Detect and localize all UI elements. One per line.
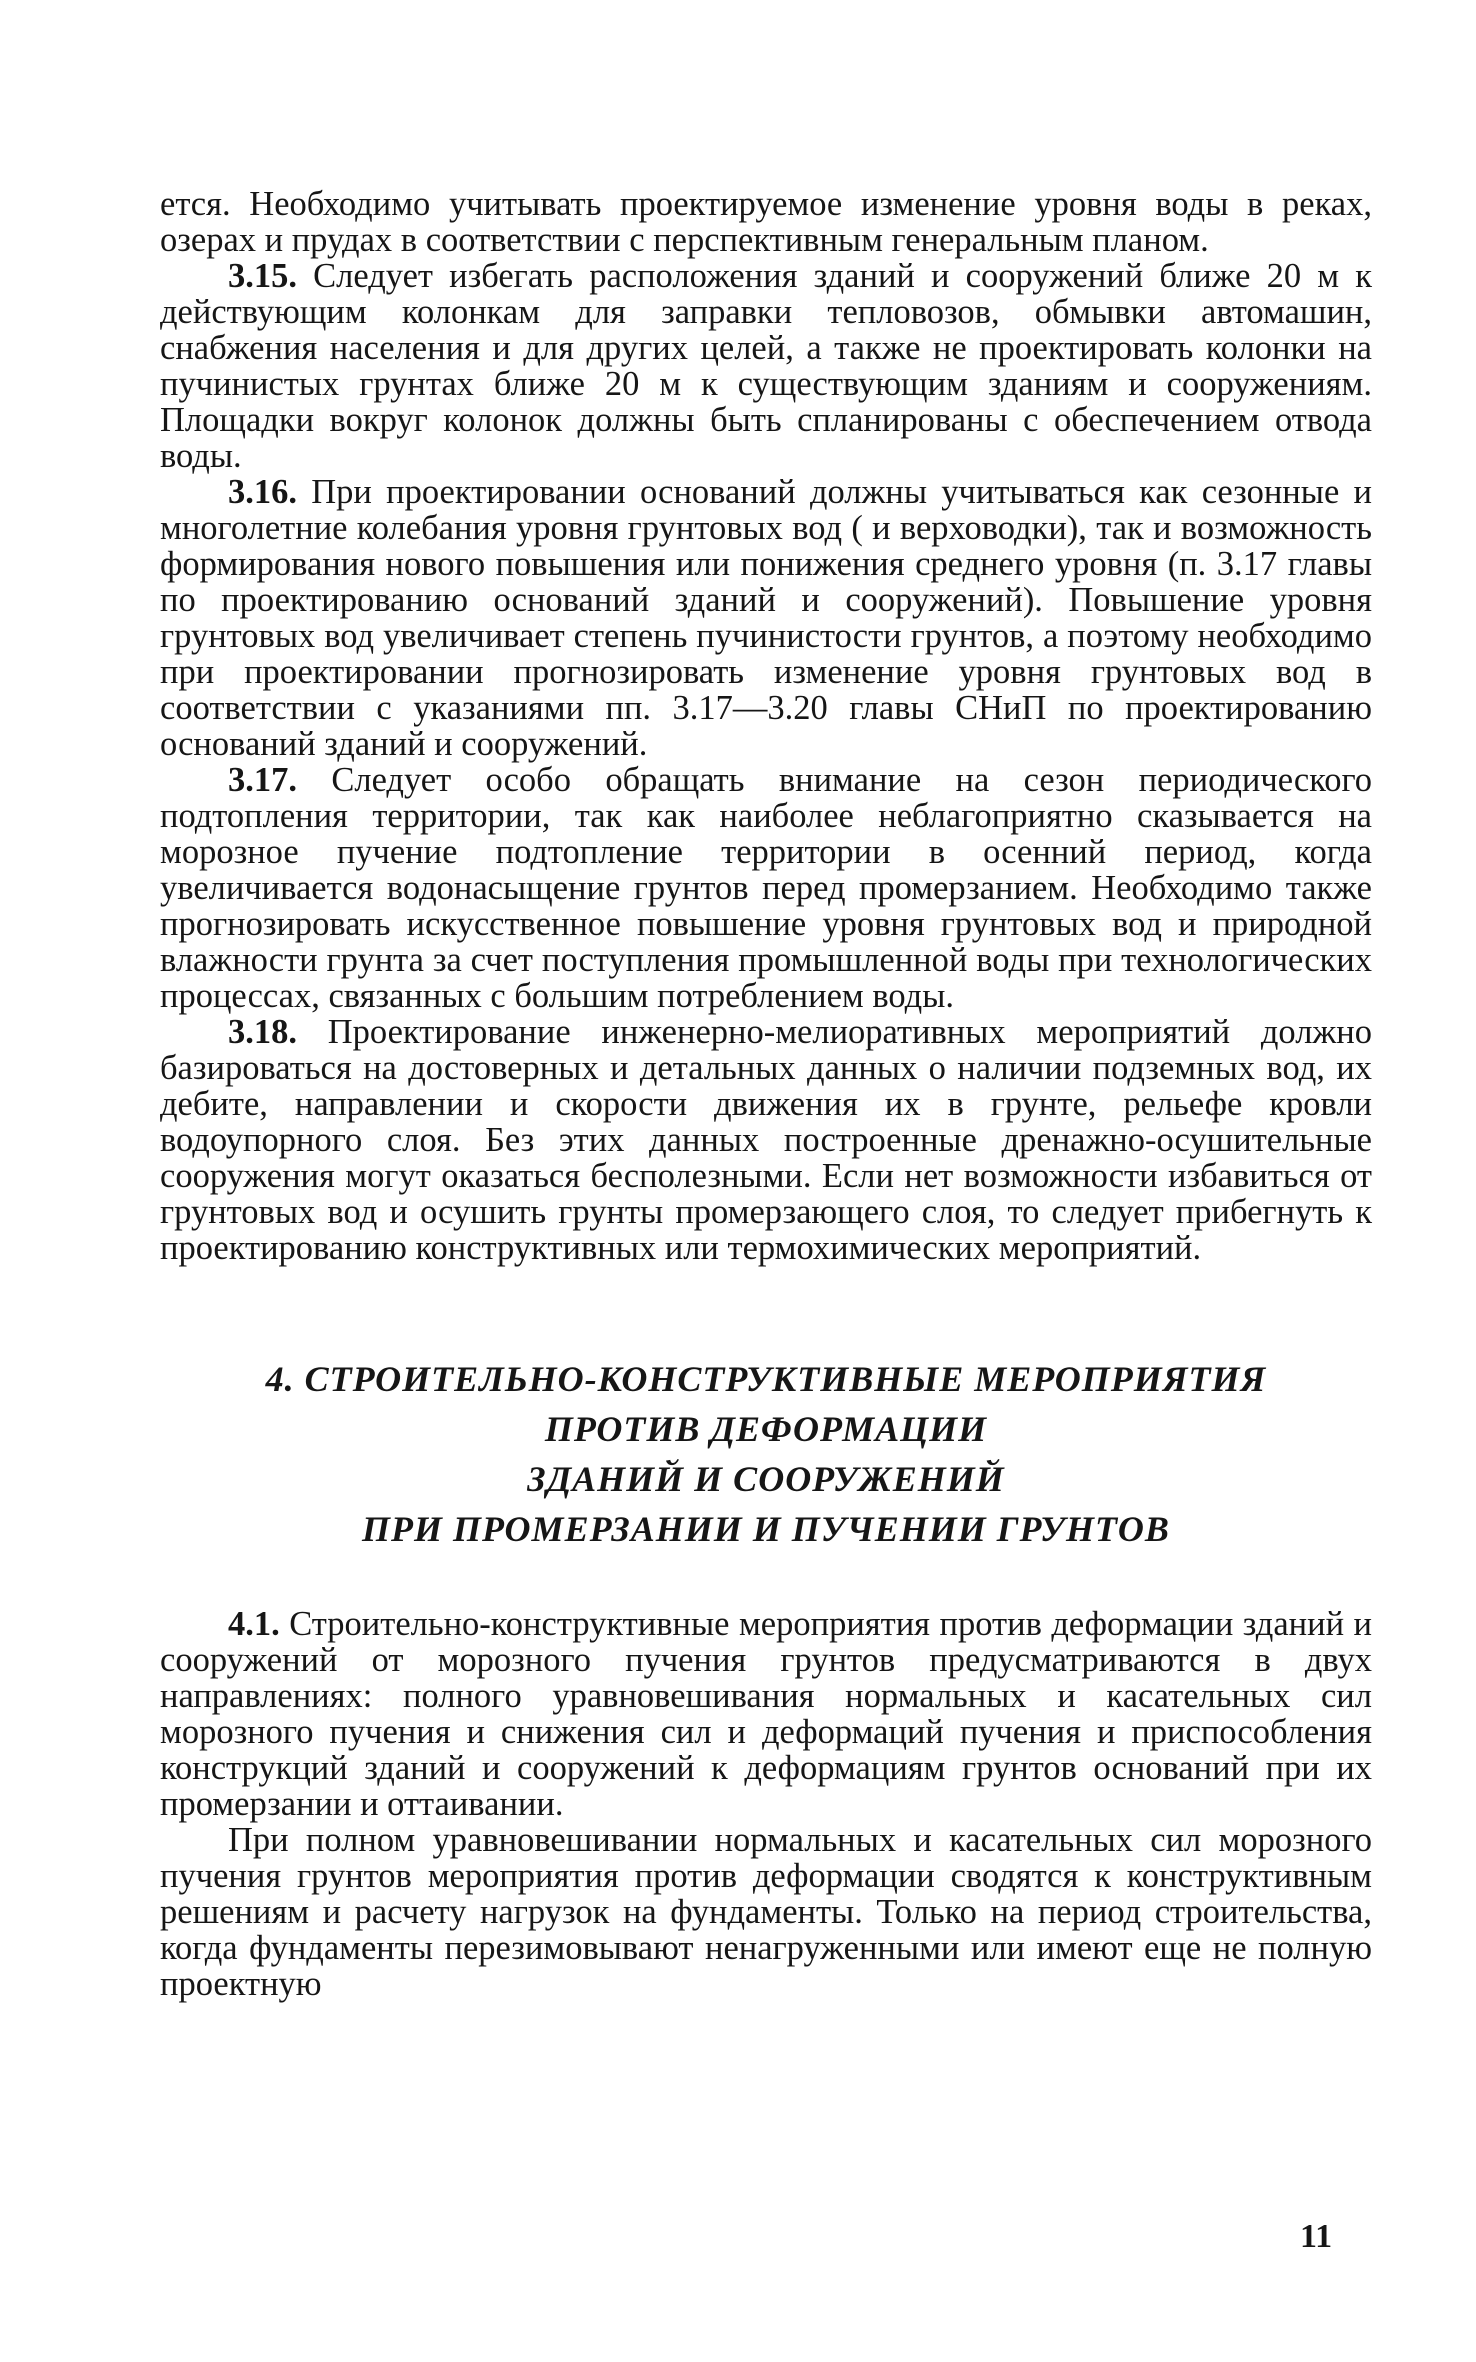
paragraph-text: Проектирование инженерно-мелиоративных мероприятий должно базироваться на достоверных и детальных данных о наличии подземных вод, их дебите, направлении и скорости движения их в грунте, рельефе кровли водоупорного слоя. Без этих данных построенные дренажно-осушительные сооружения могут оказаться бесполезными. Если нет возможности избавиться от грунтовых вод и осушить грунты промерзающего слоя, то следует прибегнуть к проектированию конструктивных или термохимических мероприятий. xyxy=(160,1013,1372,1267)
paragraph-text: Следует избегать расположения зданий и сооружений ближе 20 м к действующим колонкам для заправки тепловозов, обмывки автомашин, снабжения населения и для других целей, а также не проектировать колонки на пучинистых грунтах ближе 20 м к существующим зданиям и сооружениям. Площадки вокруг колонок должны быть спланированы с обеспечением отвода воды. xyxy=(160,257,1372,475)
document-page xyxy=(160,186,1372,2002)
paragraph-number: 4.1. xyxy=(228,1605,280,1643)
paragraph-number: 3.17. xyxy=(228,761,297,799)
paragraph-number: 3.18. xyxy=(228,1013,297,1051)
paragraph-text: При полном уравновешивании нормальных и касательных сил морозного пучения грунтов мероприятия против деформации сводятся к конструктивным решениям и расчету нагрузок на фундаменты. Только на период строительства, когда фундаменты перезимовывают ненагруженными или имеют еще не полную проектную xyxy=(160,1821,1372,2003)
paragraph-text: При проектировании оснований должны учитываться как сезонные и многолетние колебания уровня грунтовых вод ( и верховодки), так и возможность формирования нового повышения или понижения среднего уровня (п. 3.17 главы по проектированию оснований зданий и сооружений). Повышение уровня грунтовых вод увеличивает степень пучинистости грунтов, а поэтому необходимо при проектировании прогнозировать изменение уровня грунтовых вод в соответствии с указаниями пп. 3.17—3.20 главы СНиП по проектированию оснований зданий и сооружений. xyxy=(160,473,1372,763)
paragraph-3-15 xyxy=(160,258,1372,474)
section-heading-line: 4. СТРОИТЕЛЬНО-КОНСТРУКТИВНЫЕ МЕРОПРИЯТИЯ xyxy=(265,1359,1267,1399)
paragraph-text: ется. Необходимо учитывать проектируемое изменение уровня воды в реках, озерах и прудах в соответствии с перспективным генеральным планом. xyxy=(160,185,1372,259)
paragraph-4-1 xyxy=(160,1606,1372,1822)
paragraph-text: Строительно-конструктивные мероприятия против деформации зданий и сооружений от морозного пучения грунтов предусматриваются в двух направлениях: полного уравновешивания нормальных и касательных сил морозного пучения и снижения сил и деформаций пучения и приспособления конструкций зданий и сооружений к деформациям грунтов оснований при их промерзании и оттаивании. xyxy=(160,1605,1372,1823)
paragraph-4-1-continued xyxy=(160,1822,1372,2002)
section-heading-line: ПРИ ПРОМЕРЗАНИИ И ПУЧЕНИИ ГРУНТОВ xyxy=(362,1509,1170,1549)
paragraph-3-18 xyxy=(160,1014,1372,1266)
paragraph-3-17 xyxy=(160,762,1372,1014)
section-heading-line: ПРОТИВ ДЕФОРМАЦИИ xyxy=(544,1409,988,1449)
page-number: 11 xyxy=(1300,2218,1333,2255)
section-heading xyxy=(160,1354,1372,1554)
paragraph-continuation xyxy=(160,186,1372,258)
paragraph-number: 3.15. xyxy=(228,257,297,295)
paragraph-3-16 xyxy=(160,474,1372,762)
section-heading-line: ЗДАНИЙ И СООРУЖЕНИЙ xyxy=(527,1459,1005,1499)
paragraph-number: 3.16. xyxy=(228,473,297,511)
paragraph-text: Следует особо обращать внимание на сезон периодического подтопления территории, так как наиболее неблагоприятно сказывается на морозное пучение подтопление территории в осенний период, когда увеличивается водонасыщение грунтов перед промерзанием. Необходимо также прогнозировать искусственное повышение уровня грунтовых вод и природной влажности грунта за счет поступления промышленной воды при технологических процессах, связанных с большим потреблением воды. xyxy=(160,761,1372,1015)
